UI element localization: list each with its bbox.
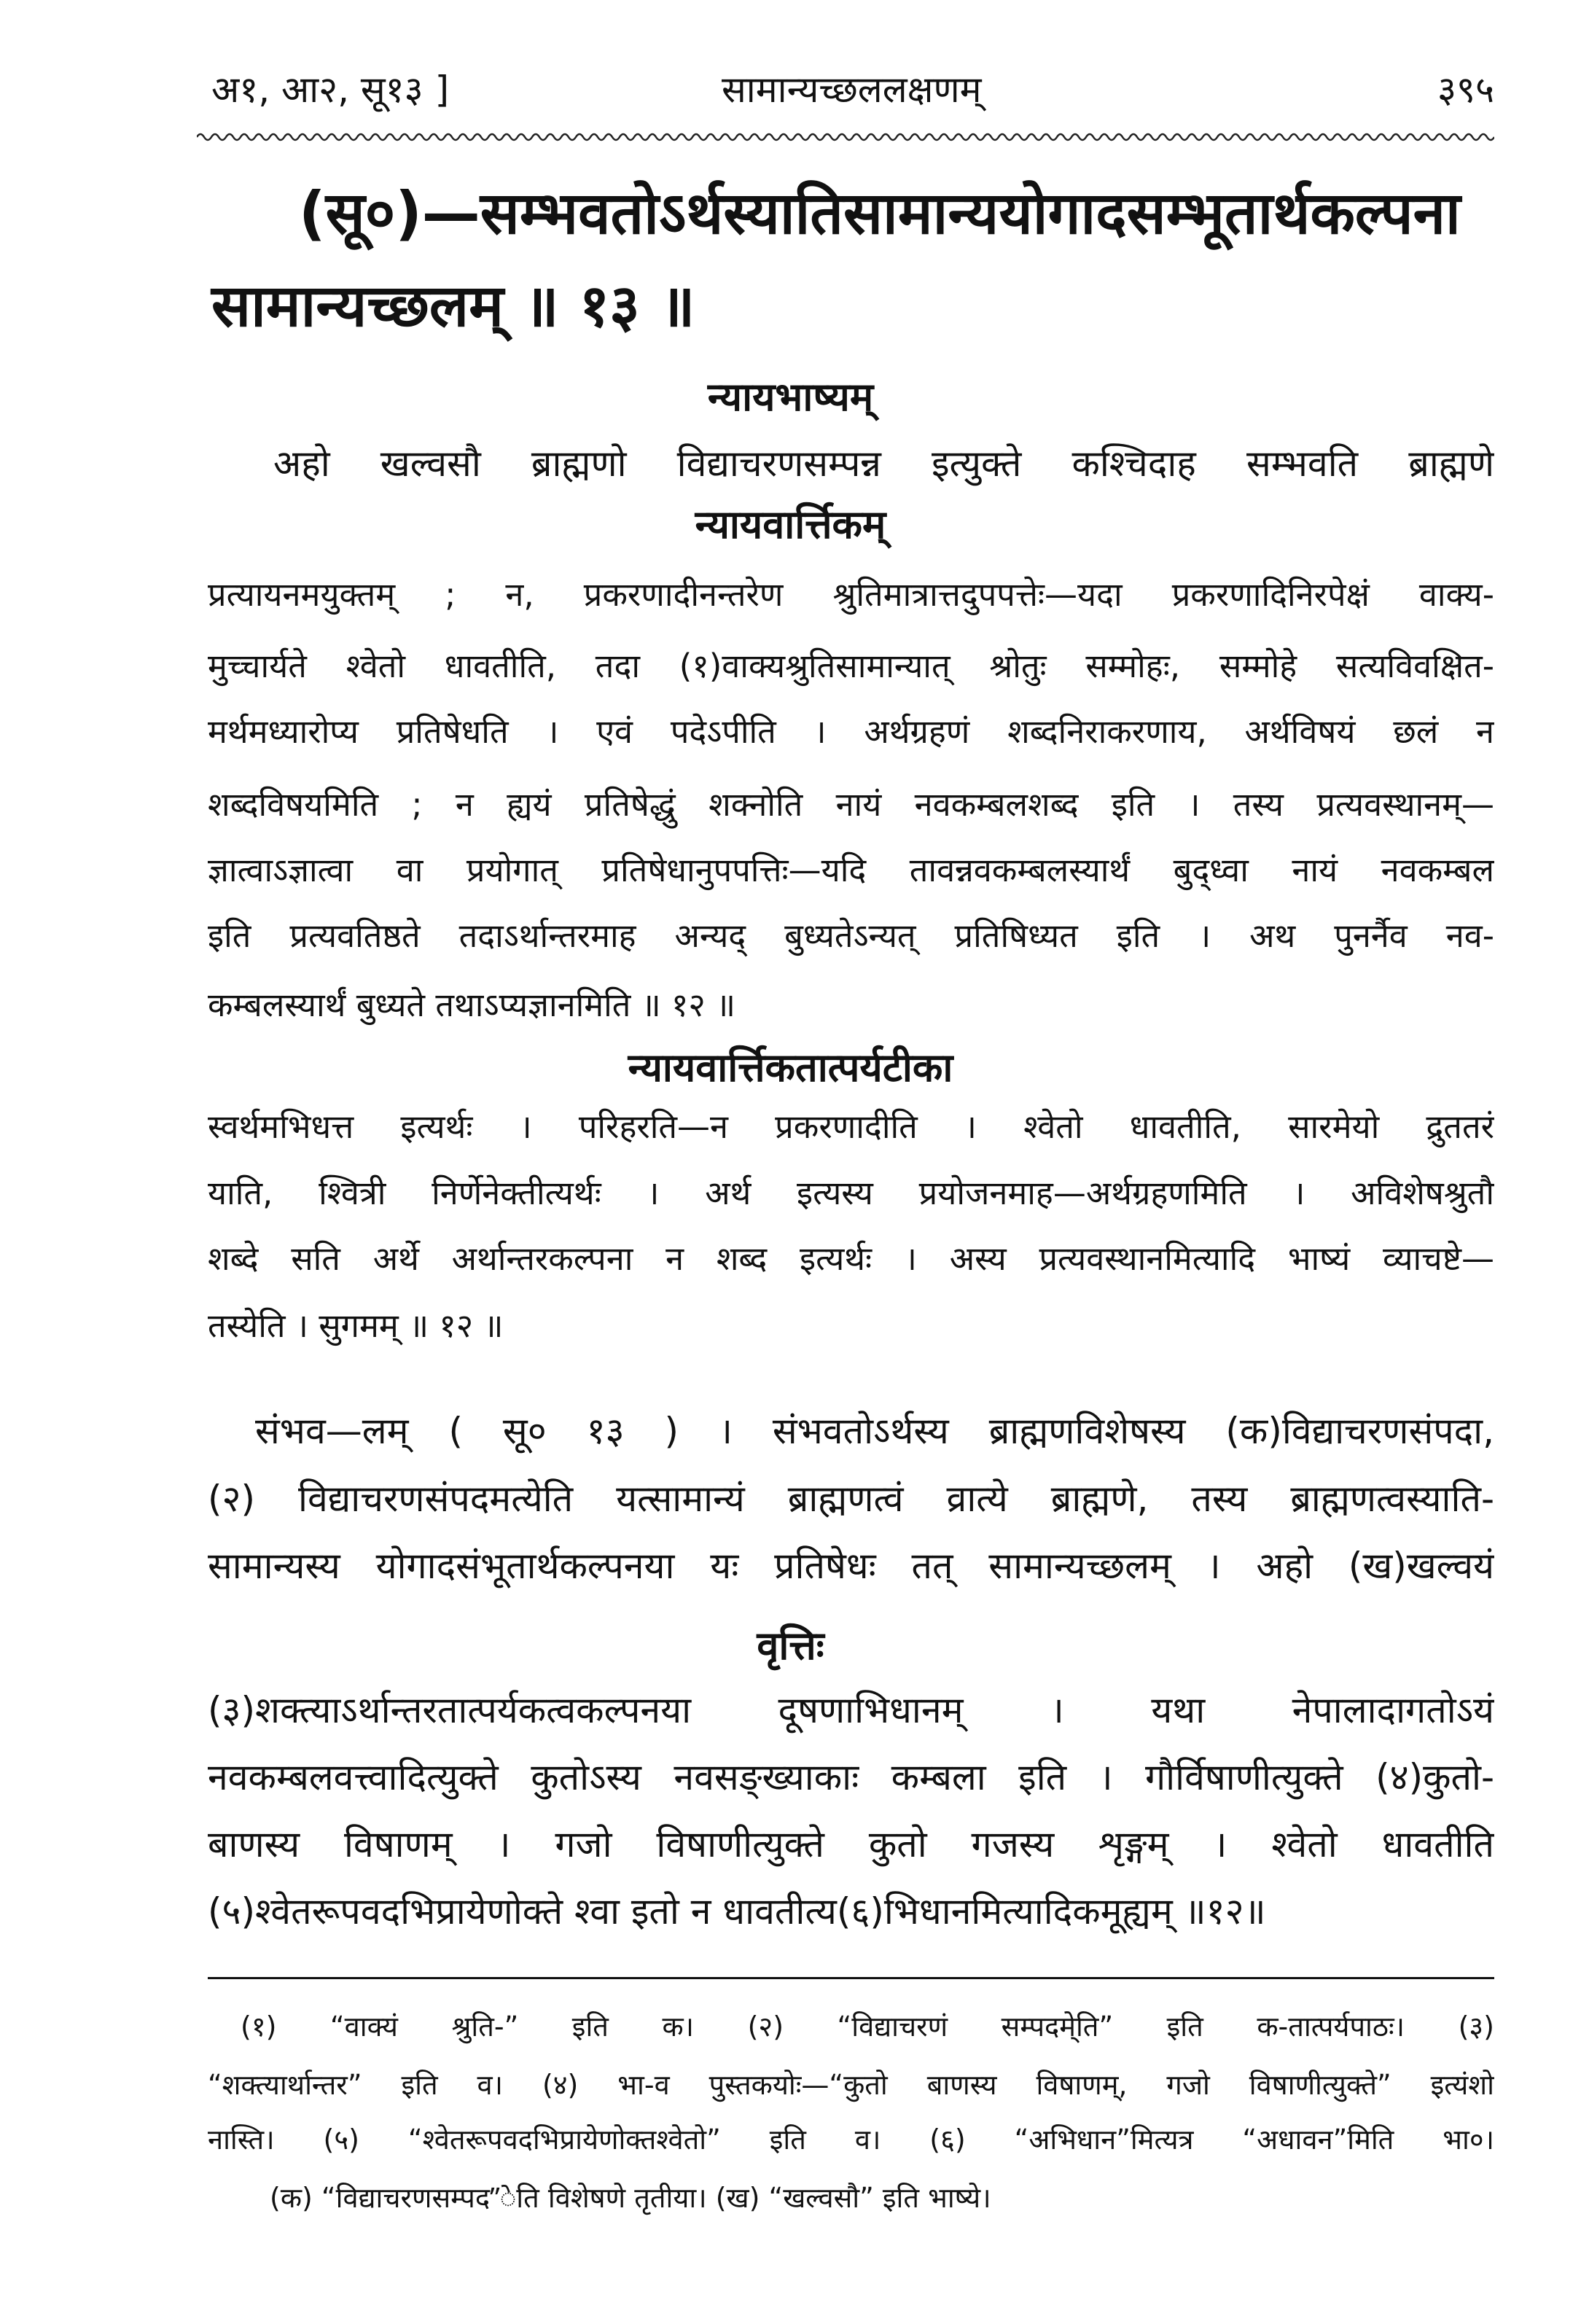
footnote-line: (क) “विद्याचरणसम्पद”ेति विशेषणे तृतीया। (ख) “खल्वसौ” इति भाष्ये। <box>270 2182 991 2214</box>
tika-line: याति, श्वित्री निर्णेनेक्तीत्यर्थः । अर्थ इत्यस्य प्रयोजनमाह—अर्थग्रहणमिति । अविशेषश्रुतौ <box>208 1174 1494 1212</box>
vartika-heading: न्यायवार्त्तिकम् <box>695 502 886 547</box>
vartika-line: प्रत्यायनमयुक्तम् ; न, प्रकरणादीनन्तरेण श्रुतिमात्रात्तदुपपत्तेः—यदा प्रकरणादिनिरपेक्षं वाक्य- <box>208 575 1494 614</box>
tika-line: शब्दे सति अर्थे अर्थान्तरकल्पना न शब्द इत्यर्थः । अस्य प्रत्यवस्थानमित्यादि भाष्यं व्याचष्टे— <box>208 1239 1494 1278</box>
bhashya-line: अहो खल्वसौ ब्राह्मणो विद्याचरणसम्पन्न इत्युक्ते कश्चिदाह सम्भवति ब्राह्मणे <box>273 442 1494 485</box>
vartika-line: कम्बलस्यार्थं बुध्यते तथाऽप्यज्ञानमिति ॥ १२ ॥ <box>208 986 736 1024</box>
footnote-line: नास्ति। (५) “श्वेतरूपवदभिप्रायेणोक्तश्वेतो” इति व। (६) “अभिधान”मित्यत्र “अधावन”मिति भा०। <box>208 2124 1494 2156</box>
commentary-line: (२) विद्याचरणसंपदमत्येति यत्सामान्यं ब्राह्मणत्वं व्रात्ये ब्राह्मणे, तस्य ब्राह्मणत्वस्याति- <box>208 1478 1494 1520</box>
vartika-line: मुच्चार्यते श्वेतो धावतीति, तदा (१)वाक्यश्रुतिसामान्यात् श्रोतुः सम्मोहः, सम्मोहे सत्यविवक्षित- <box>208 647 1494 685</box>
sutra-line-2: सामान्यच्छलम् ॥ १३ ॥ <box>211 272 695 340</box>
section-reference: अ१, आ२, सू१३ ] <box>211 69 450 111</box>
page-number: ३९५ <box>1437 69 1494 111</box>
footnote-rule <box>208 1977 1494 1979</box>
vartika-line: इति प्रत्यवतिष्ठते तदाऽर्थान्तरमाह अन्यद् बुध्यतेऽन्यत् प्रतिषिध्यत इति । अथ पुनर्नैव नव- <box>208 916 1494 955</box>
commentary-line: सामान्यस्य योगादसंभूतार्थकल्पनया यः प्रतिषेधः तत् सामान्यच्छलम् । अहो (ख)खल्वयं <box>208 1545 1494 1587</box>
vartika-line: ज्ञात्वाऽज्ञात्वा वा प्रयोगात् प्रतिषेधानुपपत्तिः—यदि तावन्नवकम्बलस्यार्थं बुद्ध्वा नायं नवकम्बल <box>208 851 1494 889</box>
footnote-line: (१) “वाक्यं श्रुति-” इति क। (२) “विद्याचरणं सम्पदमे्ति” इति क-तात्पर्यपाठः। (३) <box>241 2011 1494 2043</box>
vritti-line: (५)श्वेतरूपवदभिप्रायेणोक्ते श्वा इतो न धावतीत्य(६)भिधानमित्यादिकमूह्यम् ॥१२॥ <box>208 1890 1266 1933</box>
vritti-line: नवकम्बलवत्त्वादित्युक्ते कुतोऽस्य नवसङ्ख्याकाः कम्बला इति । गौर्विषाणीत्युक्ते (४)कुतो- <box>208 1756 1494 1798</box>
tika-heading: न्यायवार्त्तिकतात्पर्यटीका <box>628 1045 953 1091</box>
wavy-rule <box>197 130 1494 144</box>
vritti-heading: वृत्तिः <box>757 1623 824 1669</box>
commentary-line: संभव—लम् ( सू० १३ ) । संभवतोऽर्थस्य ब्राह्मणविशेषस्य (क)विद्याचरणसंपदा, <box>255 1410 1494 1452</box>
vritti-line: (३)शक्त्याऽर्थान्तरतात्पर्यकत्वकल्पनया दूषणाभिधानम् । यथा नेपालादागतोऽयं <box>208 1689 1494 1731</box>
running-head <box>197 64 1494 122</box>
footnote-line: “शक्त्यार्थान्तर” इति व। (४) भा-व पुस्तकयोः—“कुतो बाणस्य विषाणम्, गजो विषाणीत्युक्ते” इत्यंशो <box>208 2069 1494 2101</box>
sutra-line-1: (सू०)—सम्भवतोऽर्थस्यातिसामान्ययोगादसम्भूतार्थकल्पना <box>299 179 1461 247</box>
bhashya-heading: न्यायभाष्यम् <box>707 374 874 420</box>
tika-line: स्वर्थमभिधत्त इत्यर्थः । परिहरति—न प्रकरणादीति । श्वेतो धावतीति, सारमेयो द्रुततरं <box>208 1107 1494 1146</box>
vritti-line: बाणस्य विषाणम् । गजो विषाणीत्युक्ते कुतो गजस्य शृङ्गम् । श्वेतो धावतीति <box>208 1823 1494 1865</box>
tika-line: तस्येति । सुगमम् ॥ १२ ॥ <box>208 1306 504 1345</box>
vartika-line: शब्दविषयमिति ; न ह्ययं प्रतिषेद्धुं शक्नोति नायं नवकम्बलशब्द इति । तस्य प्रत्यवस्थानम्— <box>208 785 1494 824</box>
vartika-line: मर्थमध्यारोप्य प्रतिषेधति । एवं पदेऽपीति । अर्थग्रहणं शब्दनिराकरणाय, अर्थविषयं छलं न <box>208 712 1494 751</box>
running-title: सामान्यच्छललक्षणम् <box>722 69 982 111</box>
